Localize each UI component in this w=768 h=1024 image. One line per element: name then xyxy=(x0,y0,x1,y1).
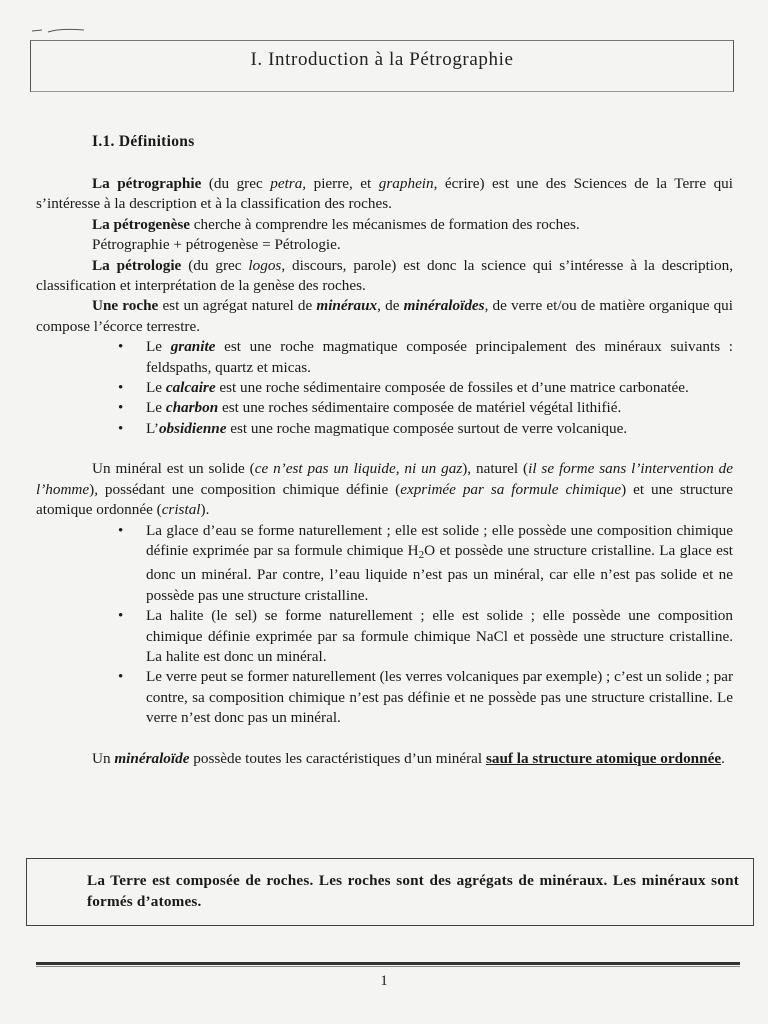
list-item: • Le verre peut se former naturellement (les verres volcaniques par exemple) ; c’est un solide ; par contre, sa composition chimique n’est pas définie et ne possède pas une structure cristalline. Le verre n’est donc pas un minéral. xyxy=(118,668,734,727)
bullet-icon: • xyxy=(118,669,124,686)
definition-petrogenese: La pétrogenèse cherche à comprendre les mécanismes de formation des roches. xyxy=(92,215,580,233)
equation-petrologie: Pétrographie + pétrogenèse = Pétrologie. xyxy=(92,236,341,254)
definition-petrographie: La pétrographie (du grec petra, pierre, et graphein, écrire) est une des Sciences de la Terre qui s’intéresse à la description et à la classification des roches. xyxy=(36,175,733,213)
definition-mineraloide: Un minéraloïde possède toutes les caractéristiques d’un minéral sauf la structure atomique ordonnée. xyxy=(92,749,725,767)
title-box xyxy=(30,40,734,92)
summary-text: La Terre est composée de roches. Les roches sont des agrégats de minéraux. Les minéraux sont formés d’atomes. xyxy=(87,872,739,910)
bullet-icon: • xyxy=(118,608,124,625)
bullet-icon: • xyxy=(118,522,124,539)
list-item: • Le charbon est une roches sédimentaire composée de matériel végétal lithifié. xyxy=(112,398,733,418)
list-item: • La glace d’eau se forme naturellement ; elle est solide ; elle possède une composition chimique définie exprimée par sa formule chimique $H_2O$ et possède une structure cristalline. La glace est donc un minéral. Par contre, l’eau liquide n’est pas un minéral, car elle n’est pas solide et ne possède pas une structure cristalline. xyxy=(118,521,733,604)
list-item: • L’obsidienne est une roche magmatique composée surtout de verre volcanique. xyxy=(112,419,733,439)
bullet-icon: • xyxy=(118,420,124,437)
definition-mineral: Un minéral est un solide (ce n’est pas un liquide, ni un gaz), naturel (il se forme sans l’intervention de l’homme), possédant une composition chimique définie (exprimée par sa formule chimique) et une structure atomique ordonnée (cristal). xyxy=(36,460,734,519)
definition-roche: Une roche est un agrégat naturel de minéraux, de minéraloïdes, de verre et/ou de matière organique qui compose l’écorce terrestre. xyxy=(36,297,733,335)
rock-examples-list xyxy=(36,337,733,439)
definition-petrologie: La pétrologie (du grec logos, discours, parole) est donc la science qui s’intéresse à la description, classification et interprétation de la genèse des roches. xyxy=(36,256,734,295)
bullet-icon: • xyxy=(118,380,124,397)
section-heading: I.1. Définitions xyxy=(92,133,195,150)
list-item: • La halite (le sel) se forme naturellement ; elle est solide ; elle possède une composition chimique définie exprimée par sa formule chimique NaCl et possède une structure cristalline. La halite est donc un minéral. xyxy=(118,607,733,665)
page-title: I. Introduction à la Pétrographie xyxy=(250,49,514,70)
summary-box xyxy=(26,858,754,926)
bullet-icon: • xyxy=(118,339,124,356)
document-body xyxy=(36,174,733,769)
footer-divider xyxy=(36,962,740,965)
page-number: 1 xyxy=(380,973,388,989)
pen-mark xyxy=(30,26,86,34)
list-item: • Le calcaire est une roche sédimentaire composée de fossiles et d’une matrice carbonatée. xyxy=(112,378,733,398)
footer-divider-thin xyxy=(36,966,740,967)
mineral-examples-list xyxy=(36,521,733,729)
bullet-icon: • xyxy=(118,400,124,417)
list-item: • Le granite est une roche magmatique composée principalement des minéraux suivants : feldspaths, quartz et micas. xyxy=(118,338,733,376)
